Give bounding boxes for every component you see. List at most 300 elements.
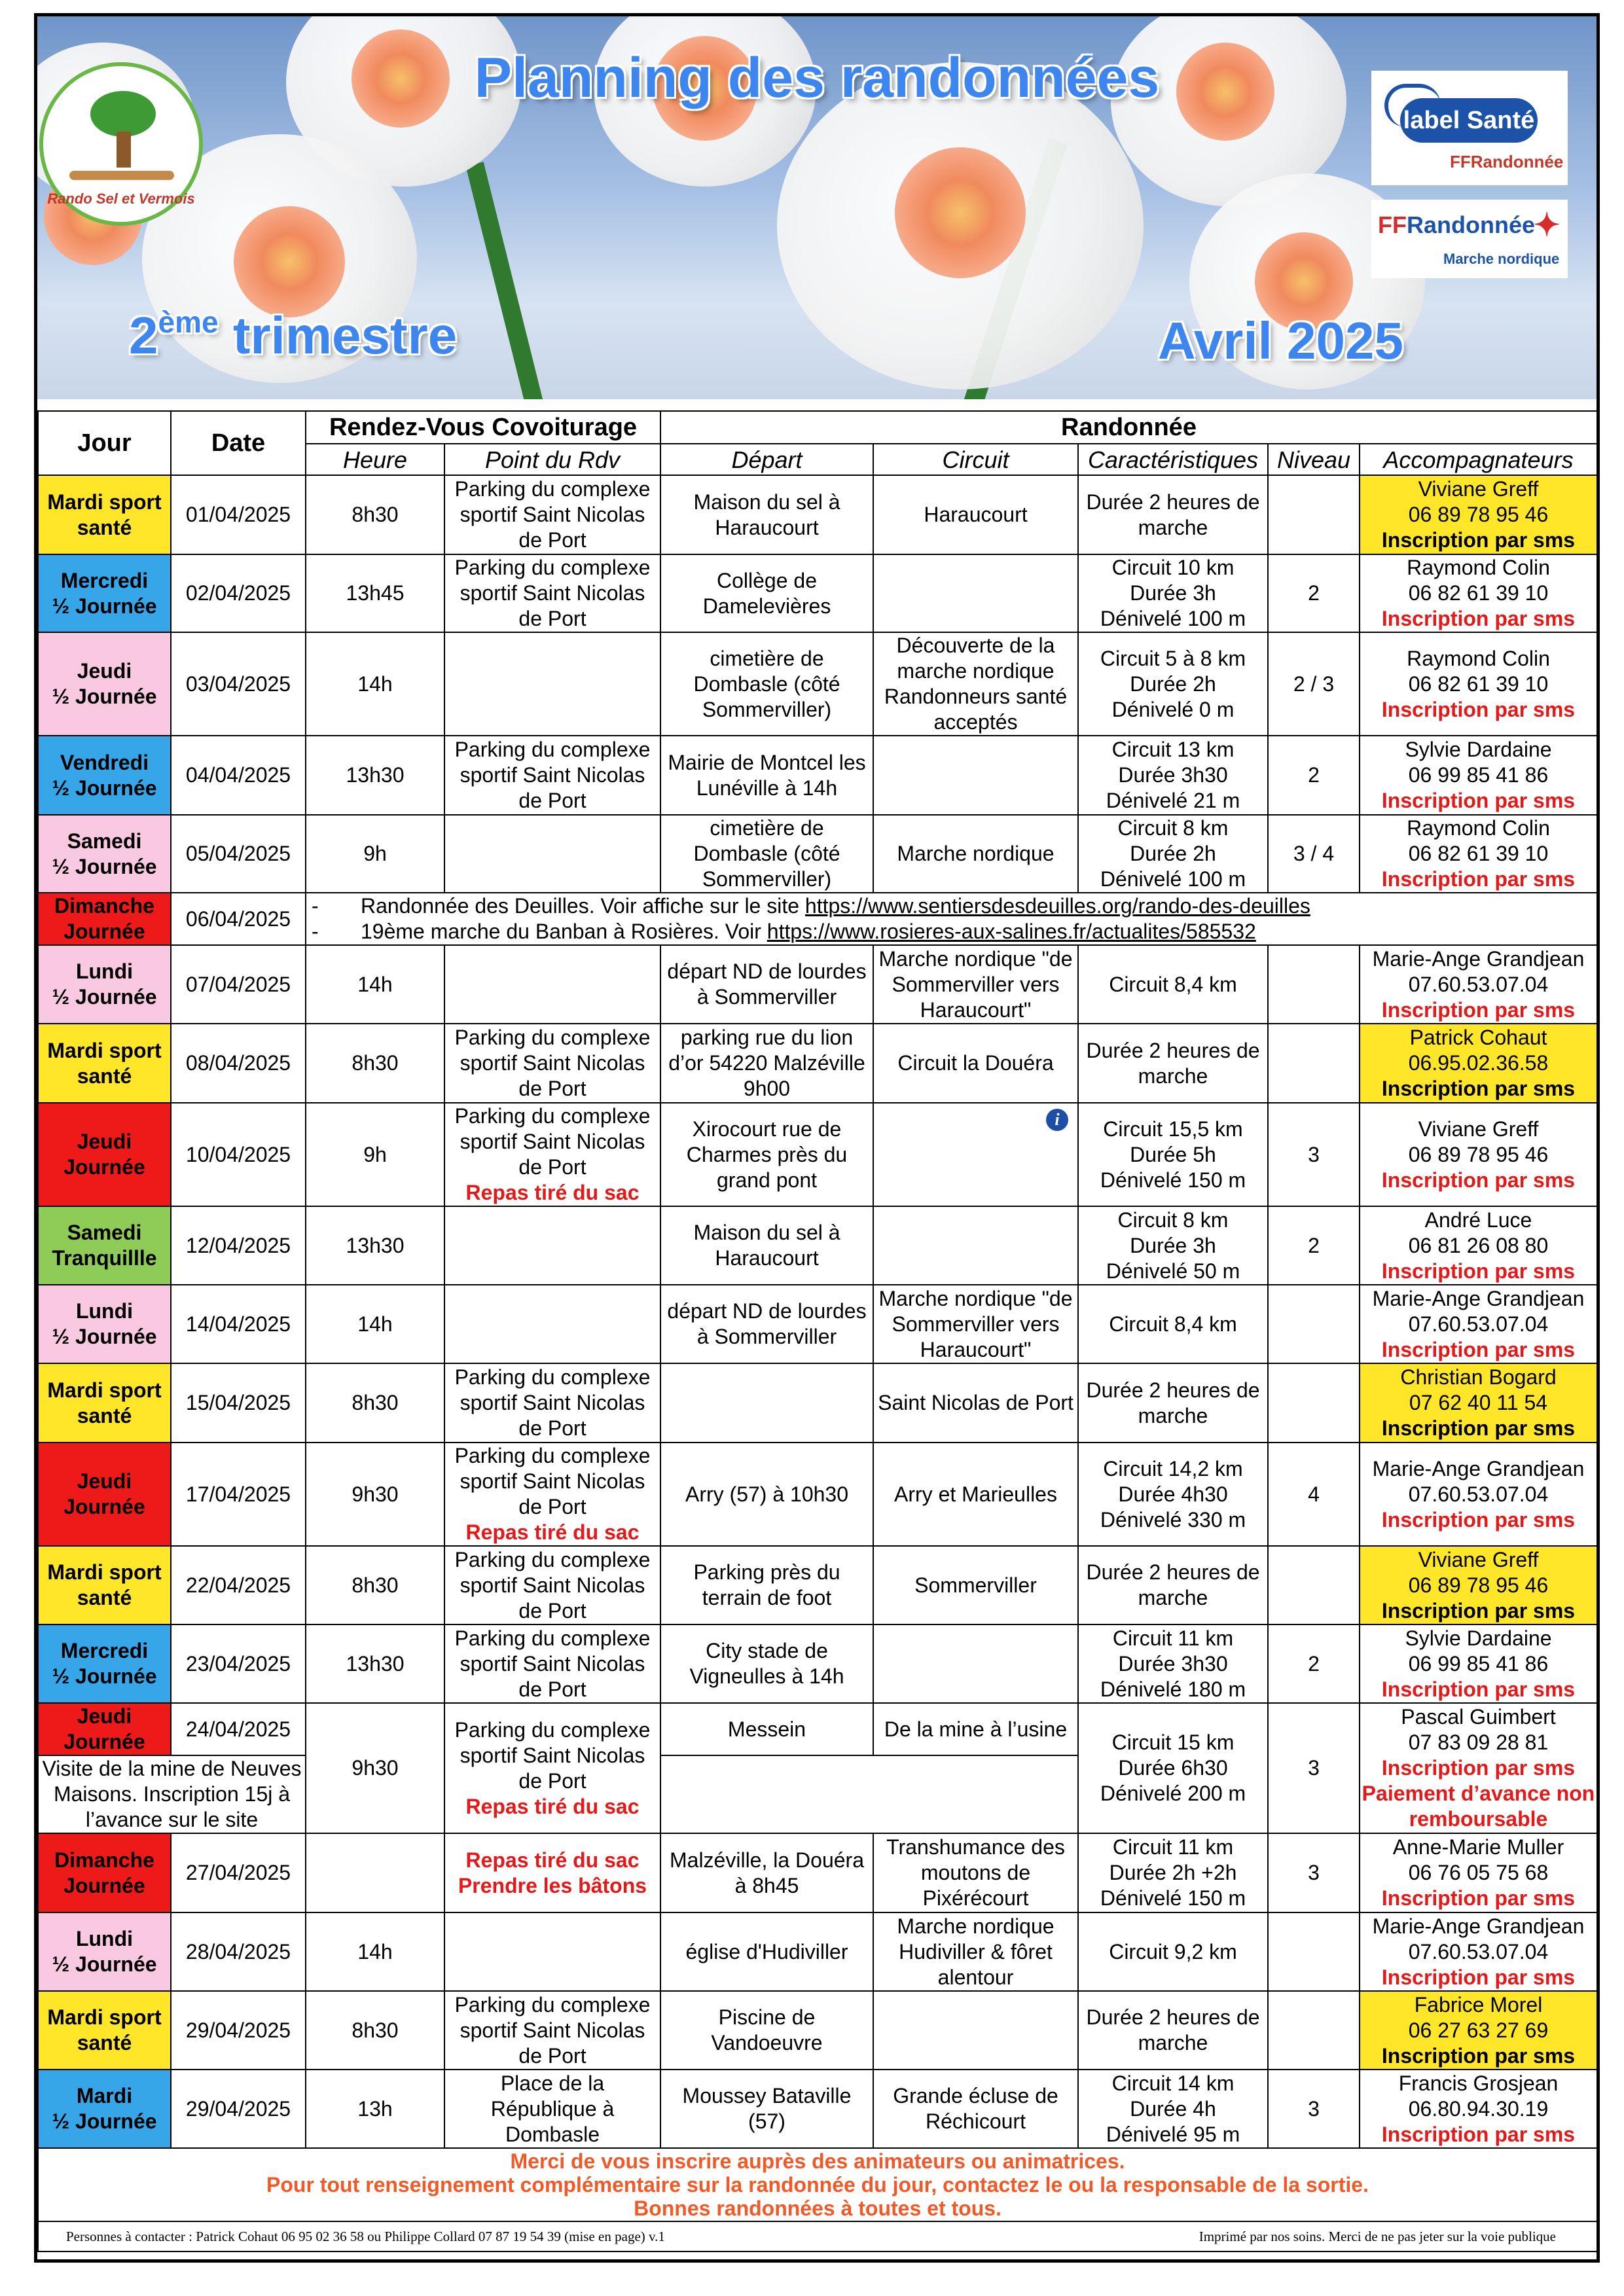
cell-circuit [873, 1833, 1078, 1912]
point-text: Parking du complexe sportif Saint Nicolas de Port [454, 1547, 651, 1623]
jour-line-2: Journée [63, 1873, 145, 1897]
accomp-name: Marie-Ange Grandjean [1372, 946, 1585, 971]
repas-text: Repas tiré du sac [465, 1520, 640, 1544]
cell-niveau: 3 [1268, 2070, 1360, 2148]
jour-line-2: ½ Journée [52, 1664, 157, 1688]
accomp-name: Marie-Ange Grandjean [1372, 1286, 1585, 1310]
cell-point [444, 1443, 660, 1546]
cell-jour [38, 1703, 171, 1755]
cell-date: 10/04/2025 [171, 1103, 306, 1206]
cell-date: 07/04/2025 [171, 945, 306, 1024]
accomp-phone: 07.60.53.07.04 [1408, 1939, 1549, 1964]
jour-line-1: Jeudi [77, 1704, 132, 1728]
cell-niveau: 2 [1268, 1206, 1360, 1285]
cell-heure: 13h45 [306, 554, 444, 632]
ffrandonnee-nordique-logo [1371, 200, 1568, 278]
accomp-phone: 06 82 61 39 10 [1408, 581, 1549, 605]
cell-accomp [1360, 1024, 1597, 1103]
cell-circuit [873, 554, 1078, 632]
cell-point [444, 1546, 660, 1624]
cell-heure: 14h [306, 1912, 444, 1991]
cell-accomp [1360, 1363, 1597, 1443]
cell-jour [38, 1443, 171, 1546]
table-row [38, 1206, 1597, 1285]
accomp-name: Viviane Greff [1418, 477, 1539, 501]
circuit-text: Marche nordique [897, 842, 1055, 865]
accomp-name: Francis Grosjean [1398, 2071, 1559, 2095]
accomp-phone: 07.60.53.07.04 [1408, 972, 1549, 996]
table-row [38, 815, 1597, 893]
cell-circuit [873, 1703, 1078, 1755]
cell-depart: Collège de Damelevières [660, 554, 873, 632]
jour-line-1: Mardi sport [47, 2005, 162, 2029]
cell-heure: 13h [306, 2070, 444, 2148]
cell-point [444, 632, 660, 736]
table-row [38, 554, 1597, 632]
table-row [38, 1443, 1597, 1546]
point-text: Parking du complexe sportif Saint Nicolas de Port [454, 738, 651, 812]
cell-circuit [873, 1443, 1078, 1546]
caract-text: Circuit 15,5 km Durée 5h Dénivelé 150 m [1100, 1117, 1246, 1192]
note-text: 19ème marche du Banban à Rosières. Voir [361, 920, 767, 943]
footer-contacts: Personnes à contacter : Patrick Cohaut 06 95 02 36 58 ou Philippe Collard 07 87 19 54 39 (mise en page) v.1 [66, 2229, 665, 2244]
table-row [38, 1912, 1597, 1991]
cell-niveau [1268, 1363, 1360, 1443]
cell-accomp [1360, 1285, 1597, 1363]
caract-text: Durée 2 heures de marche [1086, 1038, 1260, 1088]
caract-text: Circuit 15 km Durée 6h30 Dénivelé 200 m [1100, 1731, 1246, 1805]
accomp-name: Raymond Colin [1407, 646, 1550, 670]
point-text: Parking du complexe sportif Saint Nicolas de Port [454, 1626, 651, 1701]
cell-point [444, 1024, 660, 1103]
jour-line-2: Journée [63, 1495, 145, 1518]
circuit-text: Circuit la Douéra [897, 1051, 1054, 1075]
cell-visite: Visite de la mine de Neuves Maisons. Inscription 15j à l’avance sur le site [38, 1755, 306, 1833]
tree-trunk [117, 132, 131, 168]
cell-heure [306, 1833, 444, 1912]
accomp-phone: 06.95.02.36.58 [1408, 1051, 1549, 1075]
cell-depart: Arry (57) à 10h30 [660, 1443, 873, 1546]
cell-depart: Messein [660, 1703, 873, 1755]
circuit-text: Marche nordique "de Sommerviller vers Haraucourt" [878, 1286, 1073, 1361]
trimestre-word: trimestre [232, 306, 458, 365]
header-date: Date [171, 411, 306, 475]
cell-date: 08/04/2025 [171, 1024, 306, 1103]
accomp-phone: 06 81 26 08 80 [1408, 1233, 1549, 1257]
cell-jour [38, 1363, 171, 1443]
note-dash: - [312, 894, 319, 918]
cell-heure: 9h [306, 1103, 444, 1206]
accomp-name: Viviane Greff [1418, 1117, 1539, 1141]
month-label: Avril 2025 [1157, 312, 1403, 370]
cell-niveau [1268, 1912, 1360, 1991]
cell-point [444, 1912, 660, 1991]
jour-line-2: ½ Journée [52, 1952, 157, 1976]
cell-heure: 14h [306, 945, 444, 1024]
cell-accomp [1360, 1103, 1597, 1206]
cell-caract [1078, 1103, 1268, 1206]
jour-line-2: santé [77, 1064, 132, 1088]
inscription-text: Inscription par sms [1381, 1677, 1576, 1701]
logo-ground [69, 171, 174, 180]
jour-line-1: Mercredi [60, 1639, 149, 1662]
caract-text: Circuit 8,4 km [1109, 1312, 1237, 1336]
inscription-text: Inscription par sms [1381, 2122, 1576, 2146]
table-row [38, 1624, 1597, 1703]
cell-jour [38, 632, 171, 736]
jour-line-2: Journée [63, 1155, 145, 1179]
accomp-phone: 06 89 78 95 46 [1408, 1573, 1549, 1597]
jour-line-1: Lundi [75, 1927, 134, 1950]
caract-text: Circuit 8 km Durée 2h Dénivelé 100 m [1100, 816, 1246, 891]
cell-point [444, 1103, 660, 1206]
inscription-text: Inscription par sms [1381, 1337, 1576, 1361]
cell-date: 05/04/2025 [171, 815, 306, 893]
point-text: Parking du complexe sportif Saint Nicolas de Port [454, 1104, 651, 1179]
trimestre-label [129, 304, 457, 366]
label-sante-pill: label Santé [1400, 98, 1538, 143]
circuit-text: Découverte de la marche nordique Randonneurs santé acceptés [884, 634, 1068, 734]
point-text: Parking du complexe sportif Saint Nicolas de Port [454, 1026, 651, 1100]
cell-depart: cimetière de Dombasle (côté Sommerviller) [660, 632, 873, 736]
cell-depart: Moussey Bataville (57) [660, 2070, 873, 2148]
inscription-text: Inscription par sms [1381, 1416, 1576, 1440]
cell-date: 29/04/2025 [171, 1991, 306, 2070]
logo-text: Rando Sel et Vermois [47, 190, 195, 207]
header-niveau: Niveau [1268, 444, 1360, 475]
caract-text: Durée 2 heures de marche [1086, 2005, 1260, 2054]
cell-niveau [1268, 1024, 1360, 1103]
brand-rest: Randonnée [1406, 211, 1535, 238]
cell-point [444, 475, 660, 554]
cell-caract [1078, 2070, 1268, 2148]
cell-accomp [1360, 736, 1597, 815]
accomp-name: Christian Bogard [1400, 1365, 1557, 1389]
circuit-text: Saint Nicolas de Port [878, 1391, 1074, 1414]
cell-niveau: 2 [1268, 1624, 1360, 1703]
table-row [38, 475, 1597, 554]
cell-caract [1078, 1912, 1268, 1991]
cell-niveau [1268, 1546, 1360, 1624]
cell-caract [1078, 1024, 1268, 1103]
jour-line-1: Jeudi [77, 659, 132, 683]
jour-line-1: Samedi [67, 829, 142, 853]
accomp-phone: 07 62 40 11 54 [1409, 1391, 1548, 1414]
label-sante-brand: FFRandonnée [1450, 152, 1564, 171]
cell-point [444, 1363, 660, 1443]
cell-niveau: 2 [1268, 554, 1360, 632]
cell-depart: Piscine de Vandoeuvre [660, 1991, 873, 2070]
cell-depart [660, 1363, 873, 1443]
jour-line-1: Mardi [76, 2084, 133, 2108]
accomp-phone: 06 82 61 39 10 [1408, 842, 1549, 865]
cell-notes [306, 893, 1597, 945]
jour-line-1: Samedi [67, 1221, 142, 1244]
table-row [38, 1703, 1597, 1755]
table-row [38, 632, 1597, 736]
cell-date: 29/04/2025 [171, 2070, 306, 2148]
cell-circuit [873, 1103, 1078, 1206]
accomp-phone: 06 27 63 27 69 [1408, 2018, 1549, 2042]
cell-jour [38, 1624, 171, 1703]
jour-line-1: Lundi [75, 960, 134, 983]
cell-caract [1078, 1624, 1268, 1703]
cell-accomp [1360, 632, 1597, 736]
jour-line-1: Jeudi [77, 1469, 132, 1493]
inscription-text: Inscription par sms [1381, 1965, 1576, 1989]
jour-line-2: Journée [63, 920, 145, 943]
point-text: Parking du complexe sportif Saint Nicolas de Port [454, 477, 651, 552]
cell-accomp [1360, 1991, 1597, 2070]
cell-jour [38, 1103, 171, 1206]
header-depart: Départ [660, 444, 873, 475]
cell-circuit [873, 1991, 1078, 2070]
inscription-text: Inscription par sms [1381, 1598, 1576, 1623]
cell-depart: départ ND de lourdes à Sommerviller [660, 945, 873, 1024]
cell-jour [38, 1912, 171, 1991]
header-banner [37, 16, 1597, 399]
point-text: Parking du complexe sportif Saint Nicolas de Port [454, 556, 651, 630]
cell-depart: départ ND de lourdes à Sommerviller [660, 1285, 873, 1363]
cell-heure: 14h [306, 632, 444, 736]
cell-date: 03/04/2025 [171, 632, 306, 736]
cell-date: 04/04/2025 [171, 736, 306, 815]
info-icon[interactable]: i [1046, 1109, 1068, 1131]
cell-circuit [873, 1363, 1078, 1443]
note-dash: - [312, 920, 319, 943]
jour-line-1: Mardi sport [47, 1560, 162, 1584]
table-row [38, 1546, 1597, 1624]
jour-line-2: ½ Journée [52, 594, 157, 618]
cell-date: 14/04/2025 [171, 1285, 306, 1363]
accomp-name: Patrick Cohaut [1409, 1026, 1547, 1049]
accomp-phone: 06 99 85 41 86 [1408, 1651, 1549, 1676]
cell-caract [1078, 1703, 1268, 1833]
cell-circuit [873, 1912, 1078, 1991]
cell-date: 02/04/2025 [171, 554, 306, 632]
caract-text: Circuit 11 km Durée 3h30 Dénivelé 180 m [1100, 1626, 1246, 1701]
header-circuit: Circuit [873, 444, 1078, 475]
accomp-phone: 06 89 78 95 46 [1408, 1142, 1549, 1166]
cell-caract [1078, 815, 1268, 893]
cell-jour [38, 1991, 171, 2070]
cell-point [444, 1206, 660, 1285]
inscription-text: Inscription par sms [1381, 528, 1576, 552]
cell-caract [1078, 1285, 1268, 1363]
jour-line-2: santé [77, 2031, 132, 2054]
caract-text: Circuit 8,4 km [1109, 972, 1237, 996]
jour-line-1: Jeudi [77, 1130, 132, 1153]
cell-niveau: 3 [1268, 1833, 1360, 1912]
cell-heure: 13h30 [306, 1624, 444, 1703]
cell-accomp [1360, 475, 1597, 554]
jour-line-2: ½ Journée [52, 985, 157, 1009]
label-sante-logo [1371, 71, 1568, 185]
footer-line-3: Bonnes randonnées à toutes et tous. [634, 2197, 1001, 2220]
footer-line-1: Merci de vous inscrire auprès des animateurs ou animatrices. [510, 2149, 1125, 2173]
cell-circuit [873, 632, 1078, 736]
table-row [38, 945, 1597, 1024]
repas-text-2: Prendre les bâtons [458, 1873, 647, 1897]
jour-line-2: santé [77, 1586, 132, 1609]
cell-accomp [1360, 1443, 1597, 1546]
repas-text: Repas tiré du sac [465, 1181, 640, 1204]
cell-jour [38, 1206, 171, 1285]
cell-accomp [1360, 1546, 1597, 1624]
cell-depart: parking rue du lion d’or 54220 Malzéville 9h00 [660, 1024, 873, 1103]
inscription-text: Inscription par sms [1381, 697, 1576, 721]
cell-heure: 9h30 [306, 1703, 444, 1833]
jour-line-1: Mercredi [60, 568, 149, 592]
cell-depart: Malzéville, la Douéra à 8h45 [660, 1833, 873, 1912]
cell-caract [1078, 1363, 1268, 1443]
table-row [38, 1833, 1597, 1912]
point-text: Place de la République à Dombasle [490, 2071, 615, 2146]
cell-heure: 9h30 [306, 1443, 444, 1546]
cell-niveau: 4 [1268, 1443, 1360, 1546]
inscription-text: Inscription par sms [1381, 1077, 1576, 1100]
cell-depart: Maison du sel à Haraucourt [660, 475, 873, 554]
ffrandonnee-brand [1378, 211, 1535, 239]
footer-line-2: Pour tout renseignement complémentaire sur la randonnée du jour, contactez le ou la responsable de la sortie. [266, 2173, 1369, 2197]
cell-date: 24/04/2025 [171, 1703, 306, 1755]
point-text: Parking du complexe sportif Saint Nicolas de Port [454, 1444, 651, 1518]
table-row [38, 1285, 1597, 1363]
cell-jour [38, 736, 171, 815]
circuit-text: Transhumance des moutons de Pixérécourt [886, 1835, 1065, 1910]
repas-text: Repas tiré du sac [465, 1794, 640, 1818]
point-text: Parking du complexe sportif Saint Nicolas de Port [454, 1365, 651, 1440]
accomp-name: Viviane Greff [1418, 1547, 1539, 1571]
cell-date: 06/04/2025 [171, 893, 306, 945]
cell-heure: 14h [306, 1285, 444, 1363]
jour-line-1: Vendredi [60, 750, 149, 774]
inscription-text: Inscription par sms [1381, 607, 1576, 630]
table-row [38, 2070, 1597, 2148]
accomp-phone: 06.80.94.30.19 [1408, 2096, 1549, 2121]
caract-text: Circuit 14 km Durée 4h Dénivelé 95 m [1106, 2071, 1240, 2146]
cell-niveau [1268, 475, 1360, 554]
cell-accomp [1360, 1624, 1597, 1703]
cell-jour [38, 1024, 171, 1103]
accomp-name: Sylvie Dardaine [1405, 1626, 1552, 1650]
repas-text: Repas tiré du sac [465, 1848, 640, 1872]
cell-date: 01/04/2025 [171, 475, 306, 554]
accomp-phone: 07 83 09 28 81 [1408, 1731, 1549, 1754]
table-row [38, 893, 1597, 945]
cell-heure: 9h [306, 815, 444, 893]
cell-point [444, 1285, 660, 1363]
paiement-text: Paiement d’avance non remboursable [1362, 1782, 1595, 1831]
caract-text: Durée 2 heures de marche [1086, 1560, 1260, 1609]
accomp-name: Fabrice Morel [1414, 1992, 1543, 2017]
note-text: Randonnée des Deuilles. Voir affiche sur le site [361, 894, 805, 918]
cell-point [444, 1991, 660, 2070]
jour-line-2: Tranquillle [52, 1246, 157, 1270]
cell-heure: 8h30 [306, 1546, 444, 1624]
cell-accomp [1360, 815, 1597, 893]
cell-point [444, 815, 660, 893]
ffrandonnee-sub: Marche nordique [1443, 251, 1560, 267]
cell-accomp [1360, 554, 1597, 632]
jour-line-2: ½ Journée [52, 854, 157, 878]
circuit-text: Haraucourt [924, 503, 1028, 526]
cell-point [444, 554, 660, 632]
cell-point [444, 1624, 660, 1703]
cell-date: 23/04/2025 [171, 1624, 306, 1703]
cell-niveau [1268, 1285, 1360, 1363]
cell-date: 27/04/2025 [171, 1833, 306, 1912]
accomp-name: Raymond Colin [1407, 816, 1550, 840]
cell-circuit [873, 1285, 1078, 1363]
accomp-name: Marie-Ange Grandjean [1372, 1914, 1585, 1938]
point-text: Parking du complexe sportif Saint Nicolas de Port [454, 1717, 651, 1793]
caract-text: Circuit 5 à 8 km Durée 2h Dénivelé 0 m [1100, 646, 1246, 721]
circuit-text: Sommerviller [914, 1573, 1037, 1597]
circuit-text: De la mine à l’usine [884, 1717, 1068, 1741]
circuit-text: Grande écluse de Réchicourt [893, 2084, 1058, 2133]
footer-message [38, 2148, 1597, 2221]
table-row [38, 1991, 1597, 2070]
cell-point [444, 1833, 660, 1912]
cell-depart: City stade de Vigneulles à 14h [660, 1624, 873, 1703]
cell-heure: 8h30 [306, 1991, 444, 2070]
club-logo [39, 62, 203, 226]
note-line-1 [308, 893, 1595, 919]
note-line-2 [308, 919, 1595, 944]
walker-icon: ✦ [1534, 208, 1561, 243]
jour-line-1: Mardi sport [47, 1378, 162, 1402]
cell-date: 15/04/2025 [171, 1363, 306, 1443]
header-heure: Heure [306, 444, 444, 475]
jour-line-1: Mardi sport [47, 1038, 162, 1062]
trimestre-number: 2 [129, 306, 158, 365]
jour-line-2: ½ Journée [52, 1325, 157, 1348]
accomp-name: Anne-Marie Muller [1392, 1835, 1564, 1859]
cell-heure: 13h30 [306, 736, 444, 815]
cell-jour [38, 1833, 171, 1912]
header-caract: Caractéristiques [1078, 444, 1268, 475]
inscription-text: Inscription par sms [1381, 1259, 1576, 1283]
jour-line-2: ½ Journée [52, 685, 157, 708]
cell-date: 12/04/2025 [171, 1206, 306, 1285]
note-link[interactable]: https://www.sentiersdesdeuilles.org/rando-des-deuilles [804, 894, 1310, 918]
inscription-text: Inscription par sms [1381, 789, 1576, 812]
cell-caract [1078, 736, 1268, 815]
inscription-text: Inscription par sms [1381, 2043, 1576, 2068]
cell-accomp [1360, 1703, 1597, 1833]
cell-caract [1078, 1833, 1268, 1912]
cell-jour [38, 945, 171, 1024]
cell-depart: église d'Hudiviller [660, 1912, 873, 1991]
cell-jour [38, 2070, 171, 2148]
cell-circuit [873, 1206, 1078, 1285]
header-rando-group: Randonnée [660, 411, 1597, 444]
cell-jour [38, 554, 171, 632]
cell-point [444, 945, 660, 1024]
cell-niveau [1268, 945, 1360, 1024]
cell-niveau: 3 [1268, 1703, 1360, 1833]
header-point: Point du Rdv [444, 444, 660, 475]
table-row [38, 1103, 1597, 1206]
table-row [38, 1024, 1597, 1103]
planning-table [37, 410, 1598, 2252]
cell-accomp [1360, 2070, 1597, 2148]
caract-text: Durée 2 heures de marche [1086, 490, 1260, 539]
caract-text: Circuit 10 km Durée 3h Dénivelé 100 m [1100, 556, 1246, 630]
caract-text: Circuit 8 km Durée 3h Dénivelé 50 m [1106, 1208, 1240, 1283]
note-link[interactable]: https://www.rosieres-aux-salines.fr/actualites/585532 [767, 920, 1256, 943]
